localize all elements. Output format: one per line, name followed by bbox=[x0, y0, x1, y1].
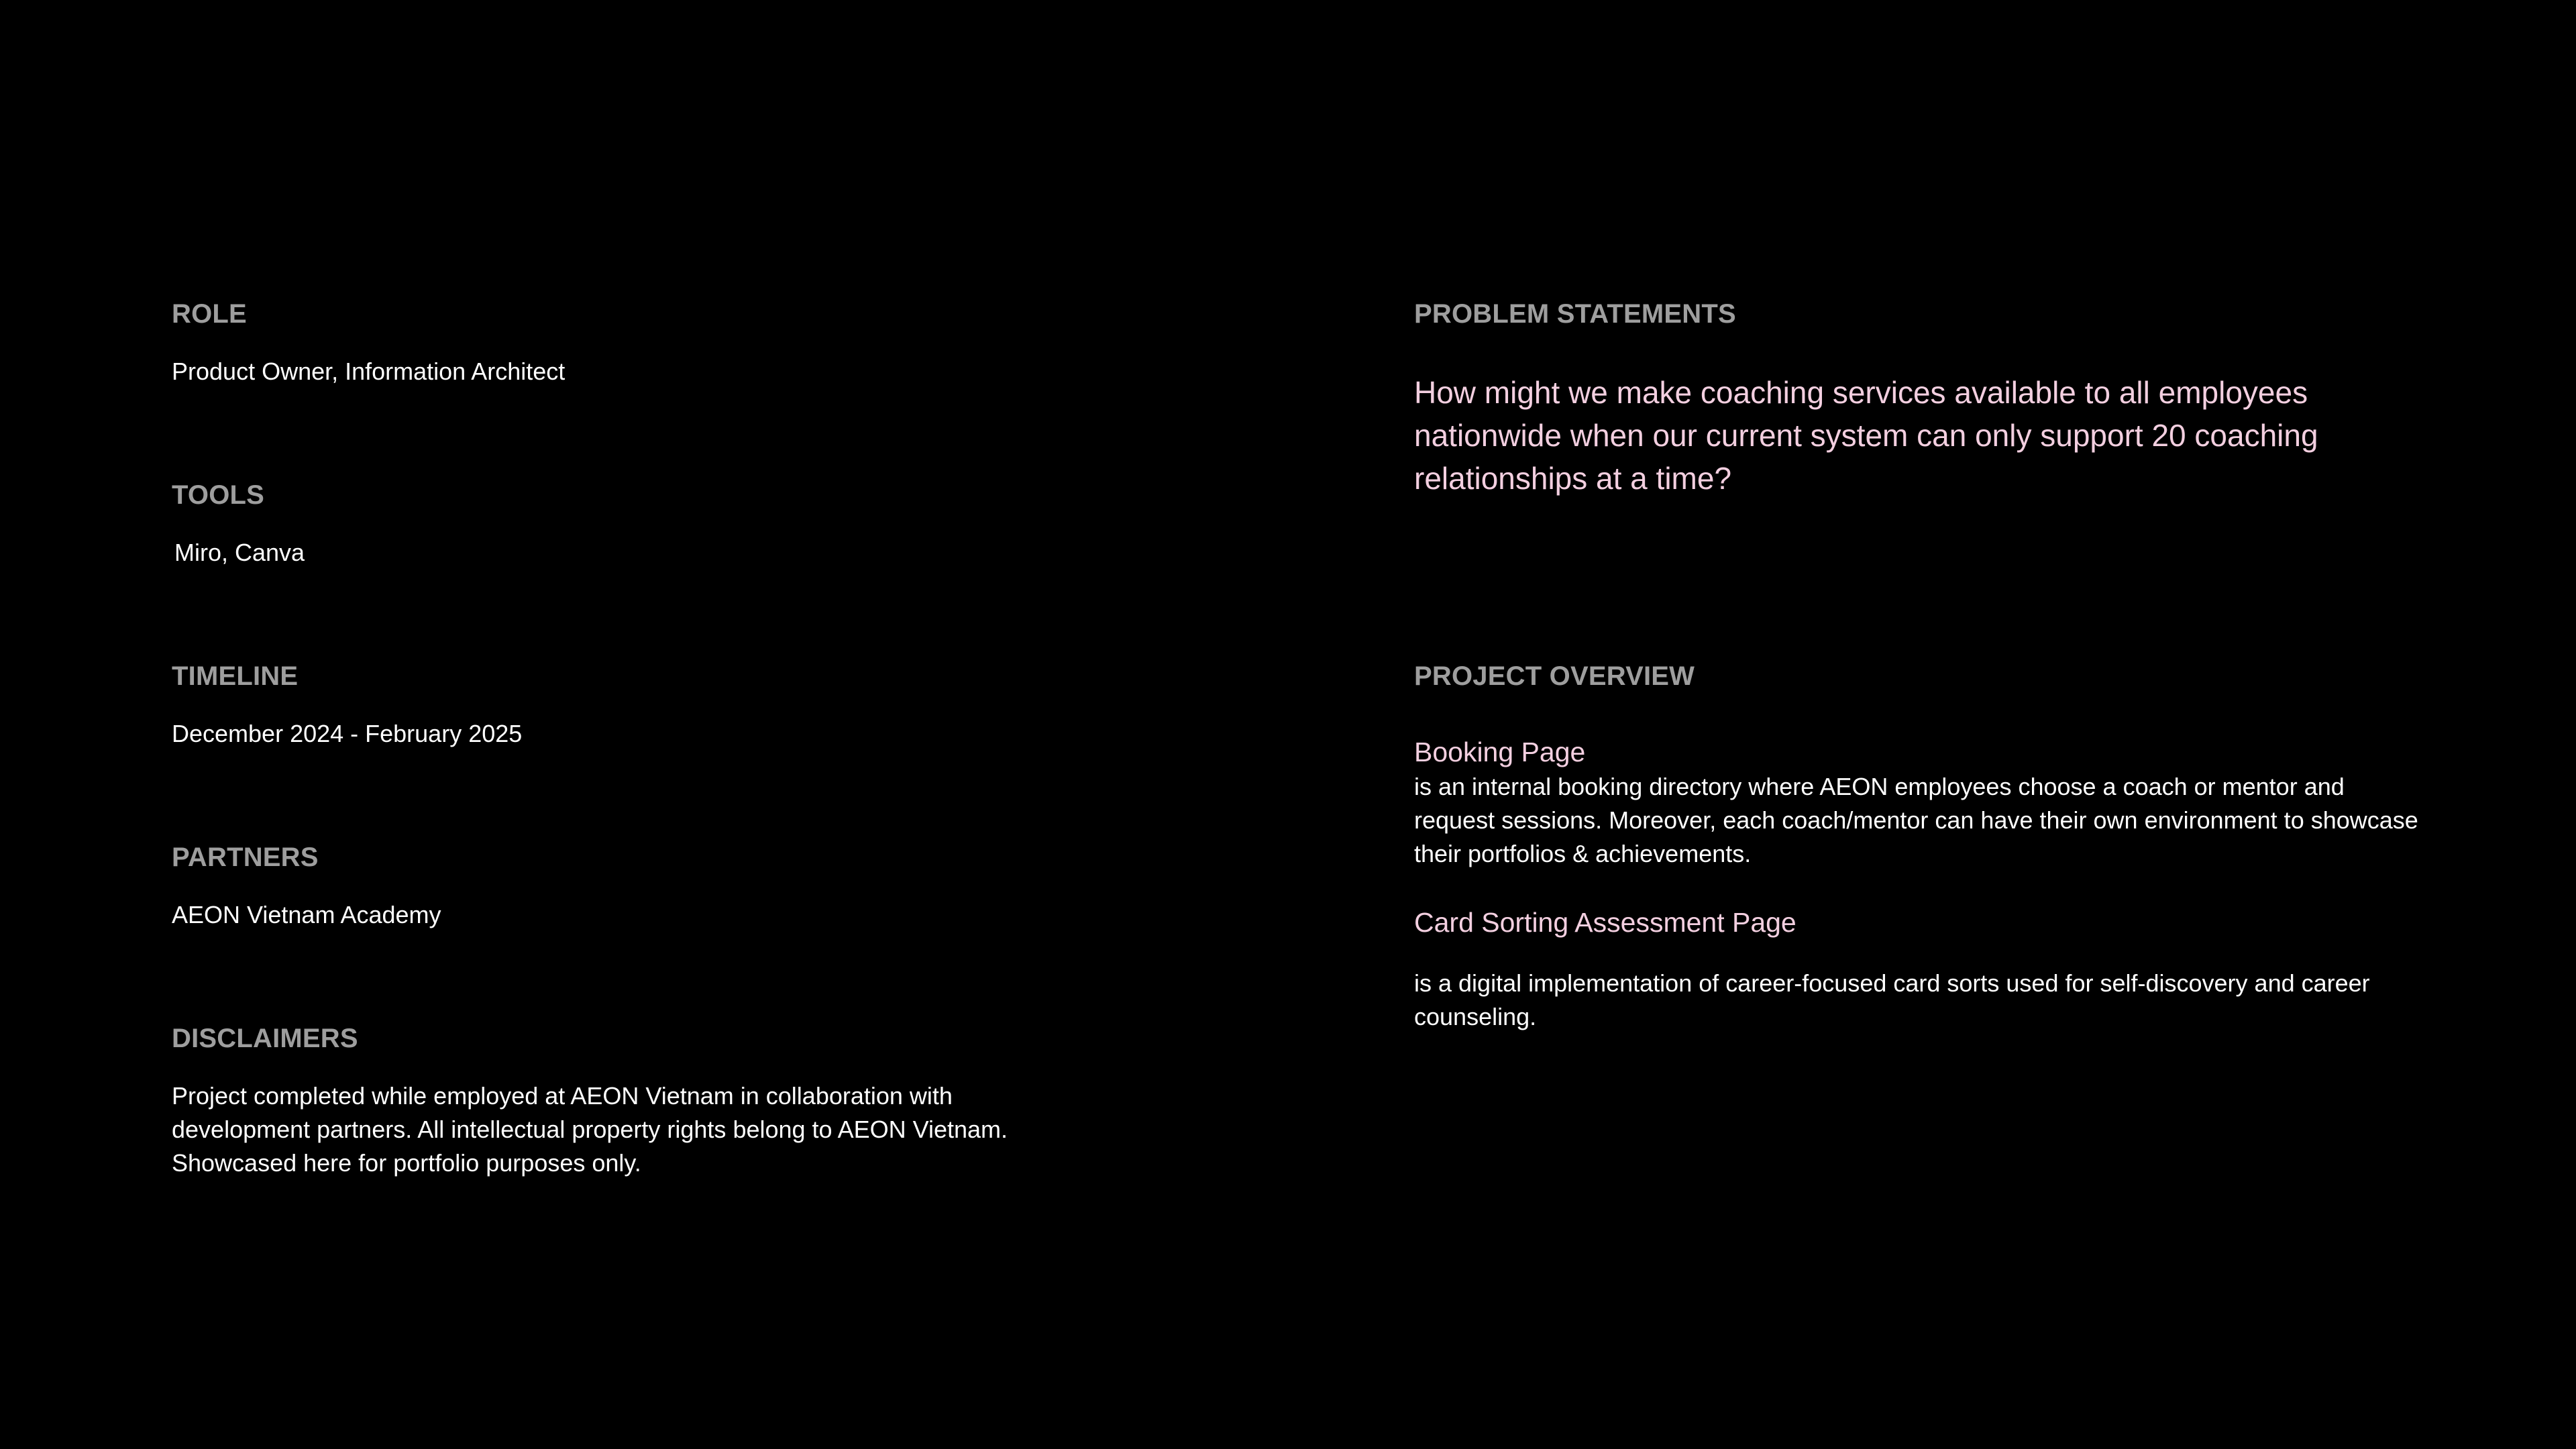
role-heading: ROLE bbox=[172, 299, 247, 329]
timeline-value: December 2024 - February 2025 bbox=[172, 720, 523, 747]
card-sorting-page-description: is a digital implementation of career-focused card sorts used for self-discovery and career counseling. bbox=[1414, 969, 2370, 1030]
disclaimers-text: Project completed while employed at AEON Vietnam in collaboration with development partners. All intellectual property rights belong to AEON Vietnam. Showcased here for portfolio purposes only. bbox=[172, 1082, 1008, 1177]
timeline-heading: TIMELINE bbox=[172, 661, 299, 691]
role-value: Product Owner, Information Architect bbox=[172, 358, 566, 385]
booking-page-description: is an internal booking directory where AEON employees choose a coach or mentor and request sessions. Moreover, each coach/mentor can have their own environment to showcase their portfolios & achievements. bbox=[1414, 773, 2418, 867]
project-overview-heading: PROJECT OVERVIEW bbox=[1414, 661, 1695, 691]
tools-heading: TOOLS bbox=[172, 480, 265, 510]
problem-statement-text: How might we make coaching services available to all employees nationwide when our current system can only support 20 coaching relationships at a time? bbox=[1414, 375, 2318, 496]
partners-value: AEON Vietnam Academy bbox=[172, 901, 441, 928]
tools-value: Miro, Canva bbox=[174, 539, 305, 566]
partners-heading: PARTNERS bbox=[172, 843, 319, 872]
card-sorting-page-title: Card Sorting Assessment Page bbox=[1414, 907, 1796, 938]
problem-statements-heading: PROBLEM STATEMENTS bbox=[1414, 299, 1736, 329]
booking-page-title: Booking Page bbox=[1414, 737, 1586, 767]
disclaimers-heading: DISCLAIMERS bbox=[172, 1024, 358, 1053]
